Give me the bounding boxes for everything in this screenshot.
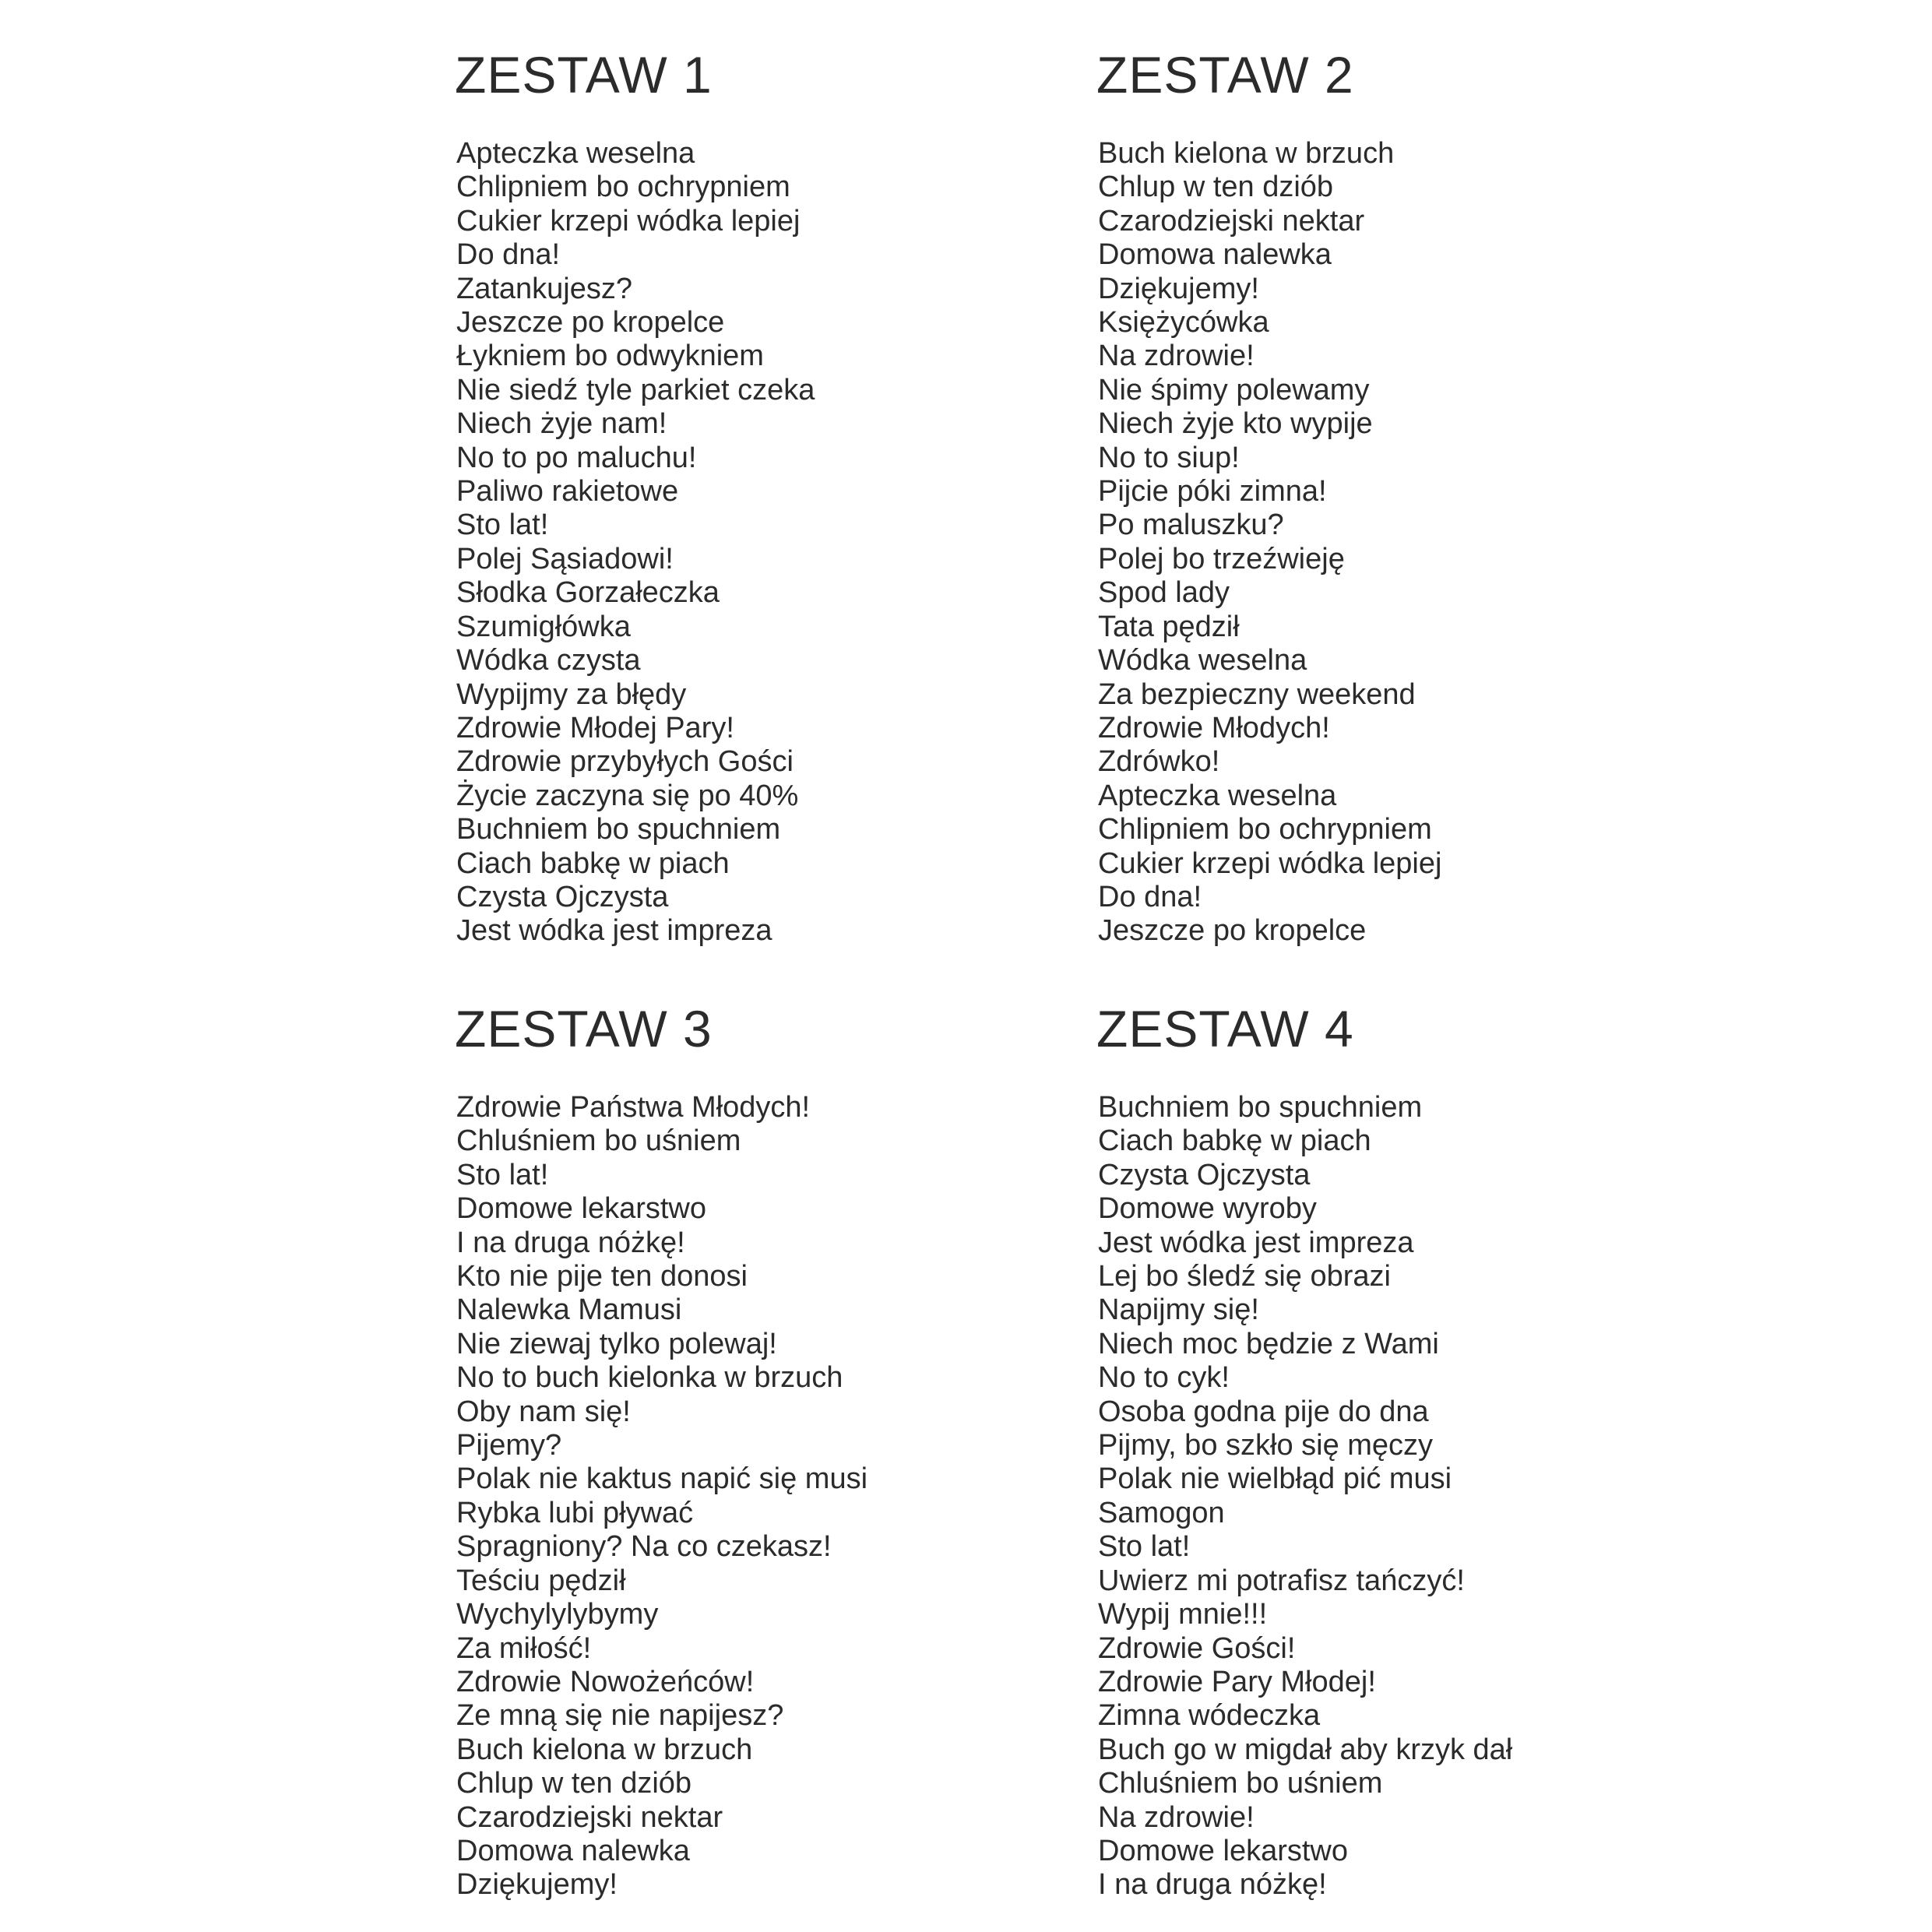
set-3-title: ZESTAW 3 [455, 1000, 713, 1057]
list-item: Za bezpieczny weekend [1098, 677, 1416, 711]
list-item: Apteczka weselna [456, 137, 695, 170]
list-item: Zdrowie Młodej Pary! [456, 711, 734, 744]
list-item: Domowe lekarstwo [1098, 1834, 1348, 1867]
list-item: Domowa nalewka [1098, 238, 1332, 272]
list-item: Jeszcze po kropelce [456, 306, 725, 340]
list-item: Wódka czysta [456, 644, 641, 677]
list-item: Buch go w migdał aby krzyk dał [1098, 1733, 1513, 1766]
list-item: Pijcie póki zimna! [1098, 475, 1327, 509]
list-item: Szumigłówka [456, 610, 631, 643]
list-item: Ciach babkę w piach [456, 846, 730, 880]
list-item: Życie zaczyna się po 40% [456, 779, 799, 812]
list-item: Zdrowie Nowożeńców! [456, 1665, 755, 1698]
list-item: Wypijmy za błędy [456, 677, 687, 711]
set-1-title: ZESTAW 1 [455, 46, 713, 104]
list-item: Wychylylybymy [456, 1598, 659, 1631]
list-item: Polak nie kaktus napić się musi [456, 1462, 868, 1496]
list-item: Buchniem bo spuchniem [1098, 1091, 1423, 1124]
list-item: Ze mną się nie napijesz? [456, 1699, 784, 1733]
set-3-list [456, 1091, 867, 1902]
list-item: No to po maluchu! [456, 441, 697, 474]
list-item: No to cyk! [1098, 1361, 1230, 1395]
list-item: Po maluszku? [1098, 509, 1284, 542]
list-item: Do dna! [1098, 880, 1202, 913]
set-2 [1096, 44, 1548, 948]
list-item: Czysta Ojczysta [456, 880, 669, 913]
list-item: Spragniony? Na co czekasz! [456, 1530, 832, 1564]
list-item: Zdrowie Państwa Młodych! [456, 1091, 811, 1124]
set-4-title: ZESTAW 4 [1096, 1000, 1354, 1057]
list-item: Rybka lubi pływać [456, 1496, 694, 1529]
list-item: Sto lat! [456, 509, 549, 542]
list-item: Ciach babkę w piach [1098, 1124, 1371, 1158]
list-item: Chluśniem bo uśniem [1098, 1767, 1383, 1800]
list-item: Jest wódka jest impreza [1098, 1226, 1414, 1259]
list-item: Sto lat! [1098, 1530, 1191, 1564]
list-item: Polej Sąsiadowi! [456, 542, 674, 575]
list-item: Polej bo trzeźwieję [1098, 542, 1345, 575]
list-item: Samogon [1098, 1496, 1225, 1529]
list-item: Polak nie wielbłąd pić musi [1098, 1462, 1452, 1496]
list-item: Kto nie pije ten donosi [456, 1260, 748, 1293]
list-item: Na zdrowie! [1098, 340, 1255, 373]
list-item: Zatankujesz? [456, 272, 633, 305]
list-item: Domowe lekarstwo [456, 1192, 706, 1226]
list-item: Zdrówko! [1098, 745, 1220, 779]
set-4 [1096, 998, 1548, 1902]
list-item: Wypij mnie!!! [1098, 1598, 1268, 1631]
list-item: Teściu pędził [456, 1564, 626, 1597]
list-item: Zdrowie Młodych! [1098, 711, 1330, 744]
list-item: Chlipniem bo ochrypniem [1098, 813, 1432, 846]
list-item: Zdrowie Gości! [1098, 1631, 1296, 1665]
list-item: Spod lady [1098, 576, 1230, 610]
list-item: Dziękujemy! [1098, 272, 1259, 305]
list-item: Nie siedź tyle parkiet czeka [456, 373, 815, 406]
list-item: Tata pędził [1098, 610, 1240, 643]
list-item: I na druga nóżkę! [456, 1226, 685, 1259]
list-item: Lej bo śledź się obrazi [1098, 1260, 1391, 1293]
list-item: Pijemy? [456, 1429, 562, 1462]
list-item: I na druga nóżkę! [1098, 1868, 1327, 1902]
list-item: Do dna! [456, 238, 561, 272]
list-item: Zdrowie Pary Młodej! [1098, 1665, 1376, 1698]
list-item: Buchniem bo spuchniem [456, 813, 781, 846]
list-item: Łykniem bo odwykniem [456, 340, 764, 373]
list-item: Domowa nalewka [456, 1834, 690, 1867]
list-item: Uwierz mi potrafisz tańczyć! [1098, 1564, 1465, 1597]
list-item: Czysta Ojczysta [1098, 1158, 1311, 1191]
list-item: Niech moc będzie z Wami [1098, 1327, 1439, 1360]
list-item: Niech żyje nam! [456, 407, 667, 441]
list-item: Czarodziejski nektar [456, 1800, 723, 1834]
list-item: Oby nam się! [456, 1395, 631, 1428]
list-item: Na zdrowie! [1098, 1800, 1255, 1834]
list-item: Cukier krzepi wódka lepiej [1098, 846, 1442, 880]
set-4-list [1098, 1091, 1512, 1902]
list-item: Sto lat! [456, 1158, 549, 1191]
set-3 [455, 998, 906, 1902]
list-item: Słodka Gorzałeczka [456, 576, 720, 610]
list-item: Chluśniem bo uśniem [456, 1124, 741, 1158]
list-item: Chlipniem bo ochrypniem [456, 171, 790, 204]
list-item: Domowe wyroby [1098, 1192, 1317, 1226]
list-item: Apteczka weselna [1098, 779, 1337, 812]
list-item: Zimna wódeczka [1098, 1699, 1321, 1733]
list-item: Niech żyje kto wypije [1098, 407, 1373, 441]
list-item: Nie śpimy polewamy [1098, 373, 1370, 406]
set-1 [455, 44, 906, 948]
list-item: Osoba godna pije do dna [1098, 1395, 1429, 1428]
list-item: Buch kielona w brzuch [456, 1733, 753, 1766]
list-item: Napijmy się! [1098, 1293, 1259, 1327]
list-item: Za miłość! [456, 1631, 592, 1665]
list-item: No to siup! [1098, 441, 1240, 474]
list-item: Pijmy, bo szkło się męczy [1098, 1429, 1434, 1462]
set-2-title: ZESTAW 2 [1096, 46, 1354, 104]
list-item: Księżycówka [1098, 306, 1269, 340]
list-item: Jest wódka jest impreza [456, 914, 772, 948]
list-item: Chlup w ten dziób [456, 1767, 692, 1800]
list-item: No to buch kielonka w brzuch [456, 1361, 843, 1395]
list-item: Cukier krzepi wódka lepiej [456, 204, 801, 238]
list-item: Nalewka Mamusi [456, 1293, 682, 1327]
list-item: Nie ziewaj tylko polewaj! [456, 1327, 777, 1360]
list-item: Paliwo rakietowe [456, 475, 679, 509]
list-item: Zdrowie przybyłych Gości [456, 745, 794, 779]
set-2-list [1098, 137, 1441, 948]
list-item: Buch kielona w brzuch [1098, 137, 1395, 170]
set-1-list [456, 137, 815, 948]
list-item: Wódka weselna [1098, 644, 1307, 677]
list-item: Dziękujemy! [456, 1868, 618, 1902]
list-item: Czarodziejski nektar [1098, 204, 1365, 238]
list-item: Chlup w ten dziób [1098, 171, 1334, 204]
list-item: Jeszcze po kropelce [1098, 914, 1367, 948]
